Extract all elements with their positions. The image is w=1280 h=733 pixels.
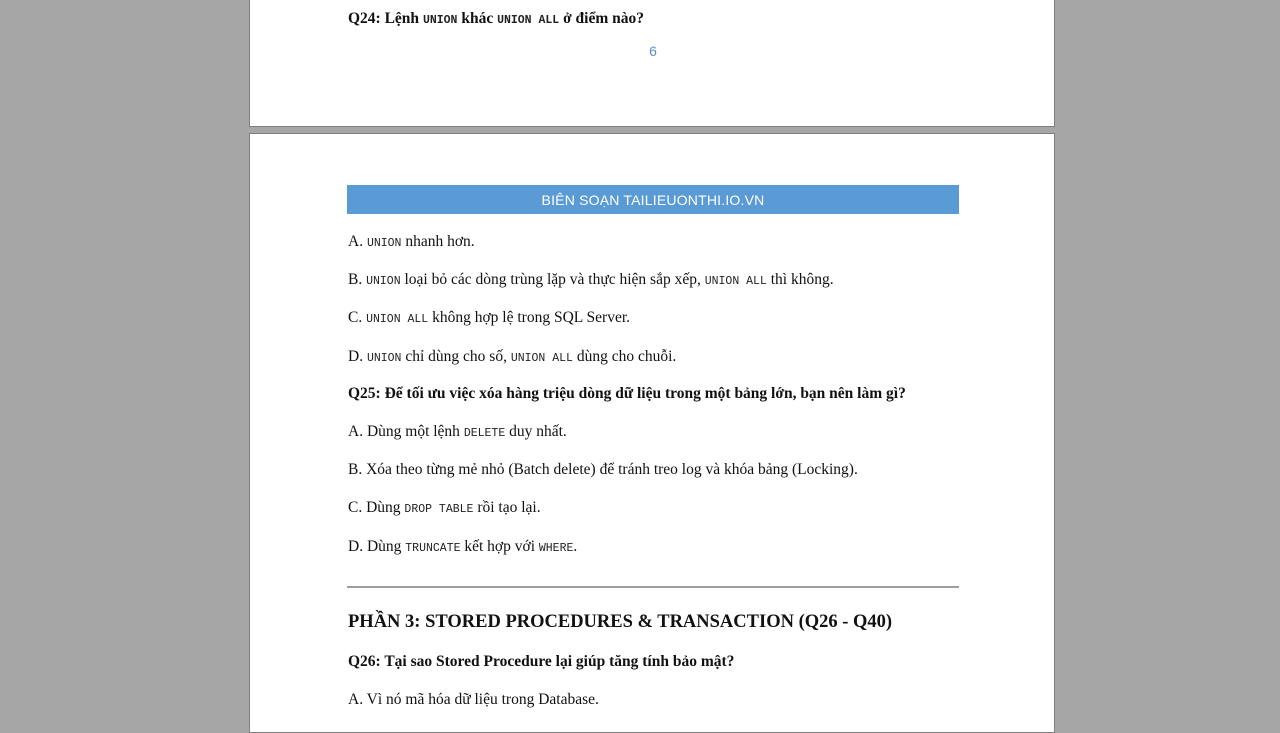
code-union-all: UNION ALL bbox=[497, 14, 560, 27]
page-number: 6 bbox=[649, 43, 657, 59]
question-q26: Q26: Tại sao Stored Procedure lại giúp tăng tính bảo mật? bbox=[348, 653, 735, 670]
q24-option-c: C. UNION ALL không hợp lệ trong SQL Server. bbox=[348, 309, 630, 326]
header-banner: BIÊN SOẠN TAILIEUONTHI.IO.VN bbox=[347, 185, 959, 214]
code-union: UNION bbox=[422, 14, 458, 27]
question-q24: Q24: Lệnh UNION khác UNION ALL ở điểm nào? bbox=[348, 10, 644, 27]
section-title: PHẦN 3: STORED PROCEDURES & TRANSACTION (Q26 - Q40) bbox=[348, 612, 893, 632]
document-page-6 bbox=[249, 0, 1055, 127]
q25-option-b: B. Xóa theo từng mẻ nhỏ (Batch delete) để tránh treo log và khóa bảng (Locking). bbox=[348, 461, 858, 478]
horizontal-rule bbox=[347, 586, 959, 588]
q26-option-a: A. Vì nó mã hóa dữ liệu trong Database. bbox=[348, 691, 599, 708]
q24-option-d: D. UNION chỉ dùng cho số, UNION ALL dùng cho chuỗi. bbox=[348, 348, 677, 365]
q25-option-c: C. Dùng DROP TABLE rồi tạo lại. bbox=[348, 499, 541, 516]
q24-option-a: A. UNION nhanh hơn. bbox=[348, 233, 475, 250]
q25-option-d: D. Dùng TRUNCATE kết hợp với WHERE. bbox=[348, 538, 578, 555]
question-q25: Q25: Để tối ưu việc xóa hàng triệu dòng dữ liệu trong một bảng lớn, bạn nên làm gì? bbox=[348, 385, 906, 402]
q24-option-b: B. UNION loại bỏ các dòng trùng lặp và thực hiện sắp xếp, UNION ALL thì không. bbox=[348, 271, 834, 288]
document-page-7 bbox=[249, 133, 1055, 733]
q25-option-a: A. Dùng một lệnh DELETE duy nhất. bbox=[348, 423, 567, 440]
